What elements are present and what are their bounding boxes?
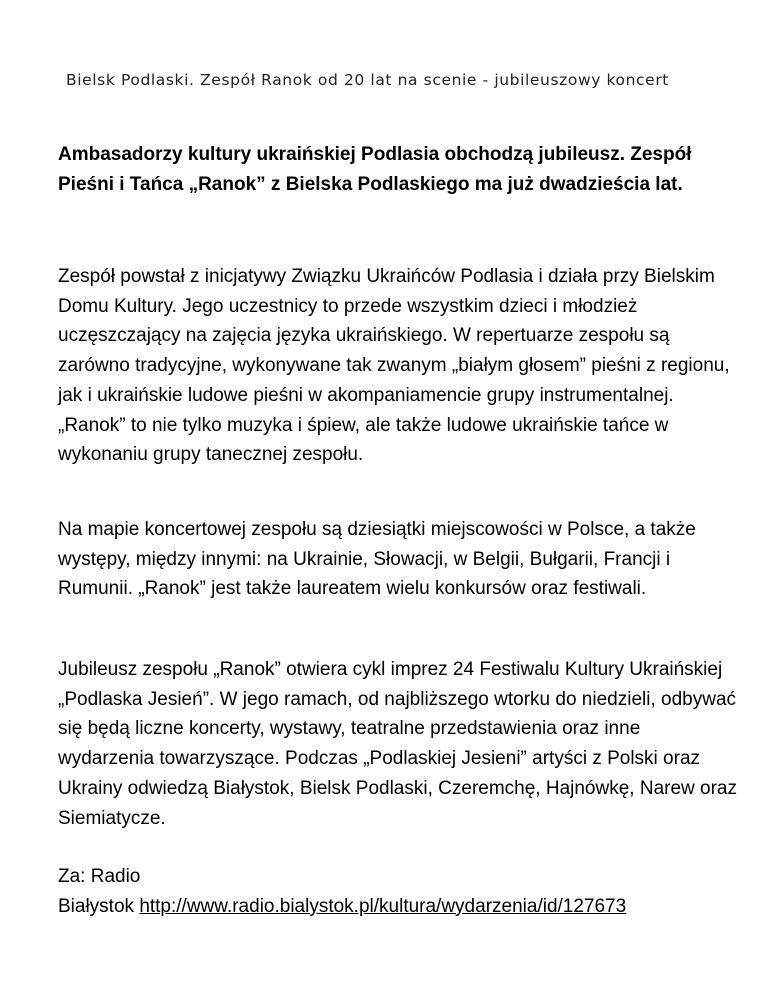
source-attribution: [58, 862, 738, 921]
source-name: Białystok: [58, 895, 135, 917]
body-paragraph: Na mapie koncertowej zespołu są dziesiątki miejscowości w Polsce, a także występy, między innymi: na Ukrainie, Słowacji, w Belgii, Bułgarii, Francji i Rumunii. „Ranok” jest także laureatem wielu konkursów oraz festiwali.: [58, 519, 696, 600]
body-paragraph: Zespół powstał z inicjatywy Związku Ukraińców Podlasia i działa przy Bielskim Domu Kultury. Jego uczestnicy to przede wszystkim dzieci i młodzież uczęszczający na zajęcia języka ukraińskiego. W repertuarze zespołu są zarówno tradycyjne, wykonywane tak zwanym „białym głosem” pieśni z regionu, jak i ukraińskie ludowe pieśni w akompaniamencie grupy instrumentalnej. „Ranok” to nie tylko muzyka i śpiew, ale także ludowe ukraińskie tańce w wykonaniu grupy tanecznej zespołu.: [58, 266, 730, 466]
page-title: Bielsk Podlaski. Zespół Ranok od 20 lat na scenie - jubileuszowy koncert: [66, 71, 669, 89]
source-link[interactable]: http://www.radio.bialystok.pl/kultura/wydarzenia/id/127673: [139, 895, 627, 917]
body-paragraph: Jubileusz zespołu „Ranok” otwiera cykl imprez 24 Festiwalu Kultury Ukraińskiej „Podlaska Jesień”. W jego ramach, od najbliższego wtorku do niedzieli, odbywać się będą liczne koncerty, wystawy, teatralne przedstawienia oraz inne wydarzenia towarzyszące. Podczas „Podlaskiej Jesieni” artyści z Polski oraz Ukrainy odwiedzą Białystok, Bielsk Podlaski, Czeremchę, Hajnówkę, Narew oraz Siemiatycze.: [58, 659, 737, 829]
lead-paragraph: Ambasadorzy kultury ukraińskiej Podlasia obchodzą jubileusz. Zespół Pieśni i Tańca „Ranok” z Bielska Podlaskiego ma już dwadzieścia lat.: [58, 144, 692, 195]
source-prefix: Za: Radio: [58, 866, 141, 887]
